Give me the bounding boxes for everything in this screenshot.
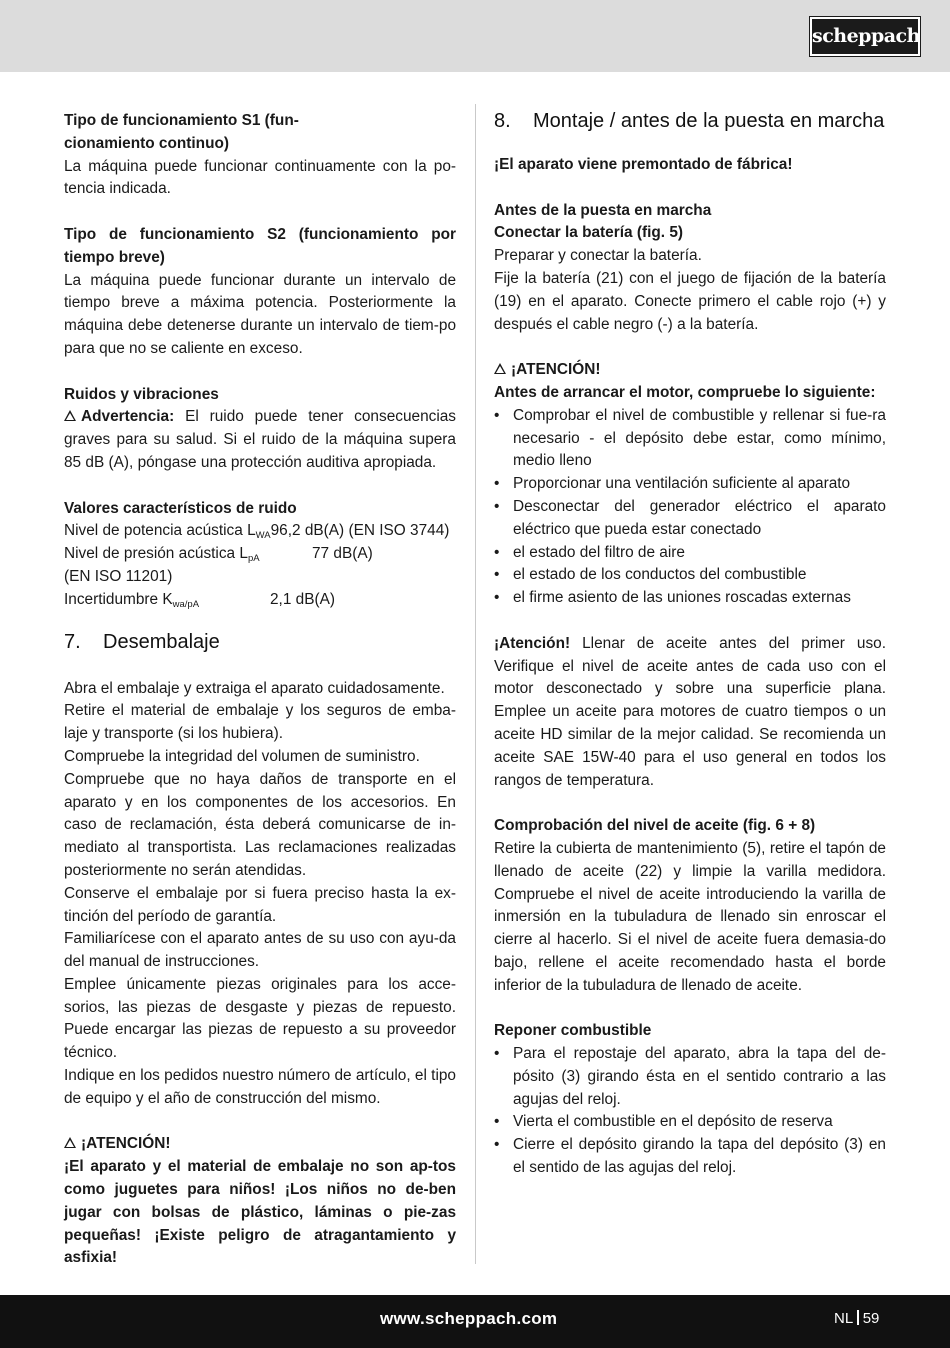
section-7-paragraph: Conserve el embalaje por si fuera preciso hasta la ex-tinción del período de garantía. bbox=[64, 884, 456, 925]
refuel-list bbox=[494, 1043, 886, 1180]
footer-url[interactable]: www.scheppach.com bbox=[380, 1309, 558, 1328]
check-title: Antes de arrancar el motor, compruebe lo siguiente: bbox=[494, 383, 876, 401]
uncertainty-label: Incertidumbre $K_{wa/pA}$ bbox=[64, 590, 200, 610]
s1-text: La máquina puede funcionar continuamente con la po-tencia indicada. bbox=[64, 157, 456, 198]
before-start-title: Antes de la puesta en marcha bbox=[494, 201, 712, 219]
noise-values-title: Valores característicos de ruido bbox=[64, 499, 297, 517]
refuel-item: • Vierta el combustible en el depósito de reserva bbox=[494, 1111, 886, 1134]
sound-pressure-norm: (EN ISO 11201) bbox=[64, 567, 173, 585]
section-7-paragraph: Compruebe que no haya daños de transporte en el aparato y en los componentes de los accesorios. En caso de reclamación, ésta deberá comunicarse de in-mediato al transportista. Las reclamaciones realizadas posteriormente no serán atendidas. bbox=[64, 770, 456, 879]
top-bar bbox=[0, 0, 950, 72]
oil-check-title: Comprobación del nivel de aceite (fig. 6 + 8) bbox=[494, 817, 816, 835]
sound-pressure-value: 77 dB(A) bbox=[312, 545, 373, 563]
refuel-title: Reponer combustible bbox=[494, 1022, 652, 1040]
section-7-paragraph: Familiarícese con el aparato antes de su uso con ayu-da del manual de instrucciones. bbox=[64, 930, 456, 971]
footer-bar bbox=[0, 1295, 950, 1348]
check-item: • el estado del filtro de aire bbox=[494, 542, 886, 565]
right-attention-heading: ¡ATENCIÓN! bbox=[494, 359, 886, 382]
noise-warning-text: El ruido puede tener consecuencias graves para su salud. Si el ruido de la máquina supera 85 dB (A), póngase una protección auditiva apropiada. bbox=[64, 408, 456, 471]
check-list bbox=[494, 405, 886, 610]
noise-warning-label: Advertencia: bbox=[81, 408, 175, 426]
noise-warning bbox=[64, 406, 456, 474]
section-7-body bbox=[64, 678, 456, 1111]
noise-title: Ruidos y vibraciones bbox=[64, 385, 219, 403]
right-column bbox=[494, 110, 886, 1180]
uncertainty-row bbox=[64, 589, 456, 612]
check-item: • el firme asiento de las uniones roscadas externas bbox=[494, 587, 886, 610]
scheppach-logo: scheppach bbox=[810, 17, 920, 56]
s2-title: Tipo de funcionamiento S2 (funcionamiento por tiempo breve) bbox=[64, 225, 456, 266]
left-column bbox=[64, 110, 456, 1270]
premounted-note: ¡El aparato viene premontado de fábrica! bbox=[494, 156, 793, 173]
oil-check-text: Retire la cubierta de mantenimiento (5), retire el tapón de llenado de aceite (22) y limpie la varilla medidora. Compruebe el nivel de aceite introduciendo la varilla de inmersión en la tubuladura de llenado sin enroscar el cierre al hacerlo. Si el nivel de aceite fuera demasia-do bajo, rellene el aceite recomendado hasta el borde inferior de la tubuladura de llenado de aceite. bbox=[494, 839, 886, 994]
warning-icon bbox=[494, 363, 506, 374]
check-item: • Comprobar el nivel de combustible y rellenar si fue-ra necesario - el depósito debe estar, como mínimo, medio lleno bbox=[494, 405, 886, 473]
warning-icon bbox=[64, 410, 76, 421]
section-8-heading: 8. Montaje / antes de la puesta en marcha bbox=[494, 110, 885, 132]
attention-text: ¡El aparato y el material de embalaje no son ap-tos como juguetes para niños! ¡Los niños no de-ben jugar con bolsas de plástico, láminas o pie-zas pequeñas! ¡Existe peligro de atragantamiento y asfixia! bbox=[64, 1158, 456, 1267]
section-7-paragraph: Retire el material de embalaje y los seguros de emba-laje y transporte (si los hubiera). bbox=[64, 702, 456, 743]
section-7-paragraph: Abra el embalaje y extraiga el aparato cuidadosamente. bbox=[64, 679, 445, 697]
sound-power-value: 96,2 dB(A) (EN ISO 3744) bbox=[270, 522, 450, 540]
refuel-item: • Para el repostaje del aparato, abra la tapa del de-pósito (3) girando ésta en el sentido contrario a las agujas del reloj. bbox=[494, 1043, 886, 1111]
check-item: • Proporcionar una ventilación suficiente al aparato bbox=[494, 473, 886, 496]
section-7-heading: 7. Desembalaje bbox=[64, 630, 220, 653]
section-7-paragraph: Compruebe la integridad del volumen de suministro. bbox=[64, 747, 420, 765]
s1-title-cont: cionamiento continuo) bbox=[64, 134, 230, 152]
sound-pressure-label: Nivel de presión acústica $L_{pA}$ bbox=[64, 545, 260, 565]
column-divider bbox=[475, 104, 476, 1264]
sound-power-label: Nivel de potencia acústica $L_{WA}$ bbox=[64, 522, 271, 542]
battery-line: Preparar y conectar la batería. bbox=[494, 247, 702, 265]
attention-heading: ¡ATENCIÓN! bbox=[64, 1133, 456, 1156]
oil-attention: ¡Atención! Llenar de aceite antes del primer uso. Verifique el nivel de aceite antes de cada uso con el motor desconectado y sobre una superficie plana. Emplee un aceite para motores de cuatro tiempos o un aceite HD similar de la mejor calidad. Se recomienda un aceite SAE 15W-40 para el uso general en todos los rangos de temperatura. bbox=[494, 634, 886, 789]
check-item: • el estado de los conductos del combustible bbox=[494, 564, 886, 587]
page-indicator: NL 59 bbox=[834, 1310, 880, 1327]
s2-text: La máquina puede funcionar durante un intervalo de tiempo breve a máxima potencia. Posteriormente la máquina debe detenerse durante un intervalo de tiem-po para que no se caliente en exceso. bbox=[64, 271, 456, 357]
sound-power-row bbox=[64, 520, 456, 543]
uncertainty-value: 2,1 dB(A) bbox=[270, 590, 336, 608]
section-7-paragraph: Emplee únicamente piezas originales para los acce-sorios, las piezas de desgaste y piezas de repuesto. Puede encargar las piezas de repuesto a su proveedor técnico. bbox=[64, 975, 456, 1062]
section-7-paragraph: Indique en los pedidos nuestro número de artículo, el tipo de equipo y el año de construcción del mismo. bbox=[64, 1067, 456, 1107]
battery-text: Fije la batería (21) con el juego de fijación de la batería (19) en el aparato. Conecte primero el cable rojo (+) y después el cable negro (-) a la batería. bbox=[494, 269, 886, 333]
sound-pressure-row bbox=[64, 543, 456, 566]
refuel-item: • Cierre el depósito girando la tapa del depósito (3) en el sentido de las agujas del reloj. bbox=[494, 1134, 886, 1180]
check-item: • Desconectar del generador eléctrico el aparato eléctrico que pueda estar conectado bbox=[494, 496, 886, 542]
s1-title: Tipo de funcionamiento S1 (fun- bbox=[64, 112, 299, 129]
battery-title: Conectar la batería (fig. 5) bbox=[494, 224, 684, 242]
warning-icon bbox=[64, 1137, 76, 1148]
